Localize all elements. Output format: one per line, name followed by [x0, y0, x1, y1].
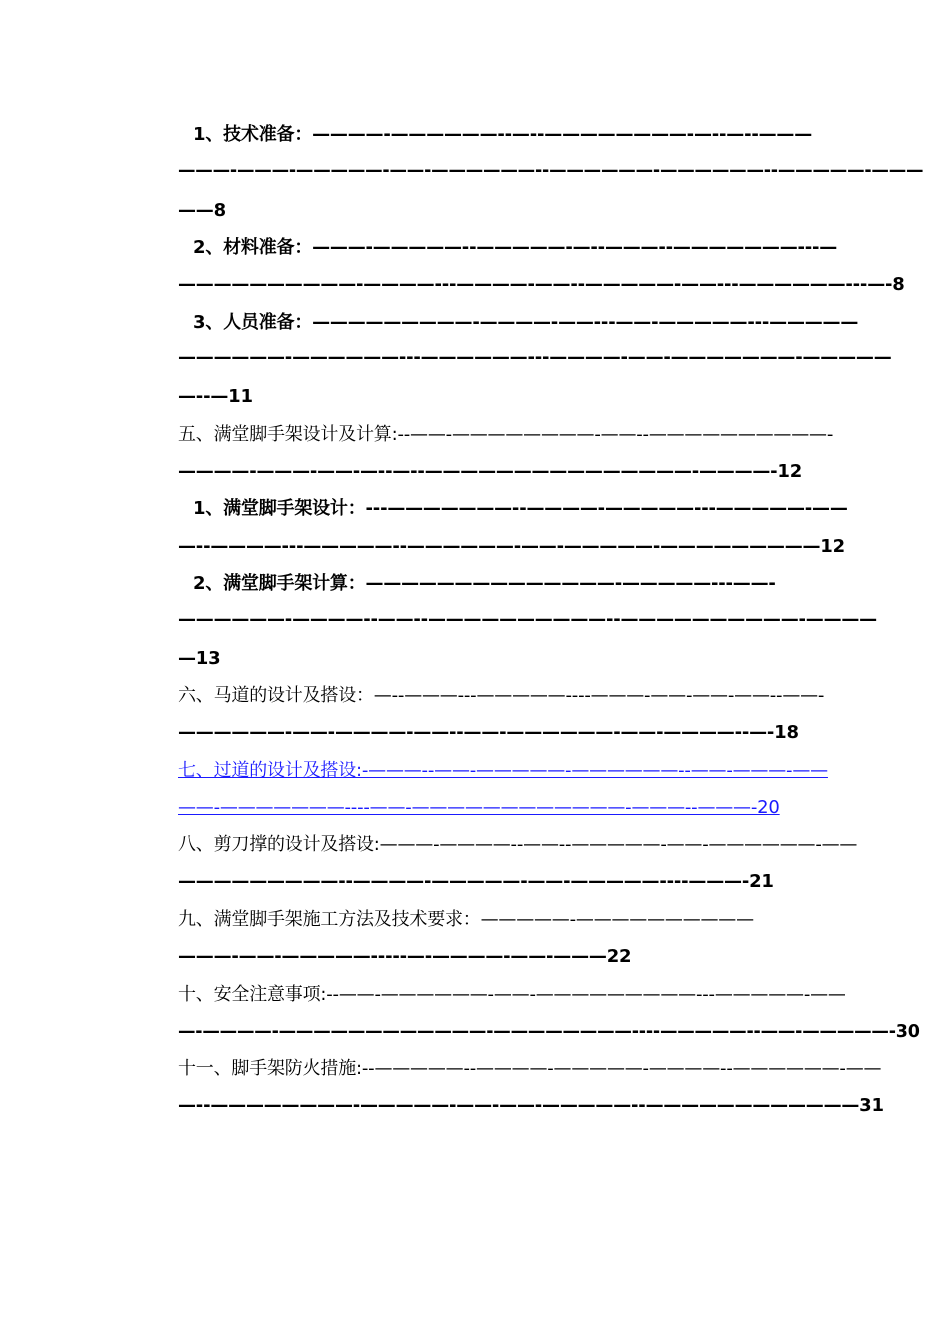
toc-line: 八、剪刀撑的设计及搭设:———-————--——--—————-——-——————-——	[178, 834, 858, 855]
toc-line-page: ————-———-——-—--—--———————————————-————-12	[178, 461, 803, 482]
toc-line: ——————-——————---——————---————-——-———————-—————	[178, 347, 892, 368]
toc-line: 六、马道的设计及搭设：—--———---—————----———-——-——-——--——-	[178, 685, 825, 706]
toc-line: 九、满堂脚手架施工方法及技术要求：—————-——————————	[178, 909, 754, 930]
toc-line-page: —--————---—————--——————-——-—————-—————————12	[178, 536, 845, 557]
toc-line: 2、材料准备：———-—————--—————-—--———--———————---—	[193, 237, 838, 258]
toc-line-page: —————————--————-—————-——-—————----———-21	[178, 871, 774, 892]
toc-link-line[interactable]: 七、过道的设计及搭设:-———--——-—————-——————--——-———-——	[178, 760, 828, 781]
toc-line: ———-———-—————-——-——————--——————-——————--—————-———	[178, 161, 924, 181]
toc-line: 3、人员准备：—————————-————-——---——-—————---—————	[193, 312, 859, 333]
toc-line-page: ——8	[178, 200, 226, 221]
toc-line-page: ——————————-————---————-——--—————-——---——————---—-8	[178, 274, 905, 295]
toc-link-line-page[interactable]: ——-———————----——-————————————-———--———-20	[178, 797, 780, 818]
toc-line-page: ——————-——-————-——--——-——————-——-————--—-18	[178, 722, 799, 743]
toc-line: 十一、脚手架防火措施:--—————--————-—————-————--——————-——	[178, 1058, 882, 1079]
toc-line-page: —-————-————————————-————————----—————--——-—————-30	[178, 1022, 920, 1042]
toc-line-page: —--—11	[178, 386, 253, 407]
toc-line: 五、满堂脚手架设计及计算:--——-————————-——--——————————-	[178, 424, 834, 445]
toc-line: 1、满堂脚手架设计：---———————--————-—————---—————-——	[193, 498, 848, 519]
toc-line-page: —--————————-—————-——-——-—————--————————————31	[178, 1095, 884, 1116]
toc-line: ——————-————--——--——————————--——————————-————	[178, 609, 877, 630]
toc-line: 十、安全注意事项:--——-——————-——-—————————---—————-——	[178, 984, 846, 1005]
toc-line-page: ———-——-—————-----—-————-——-———22	[178, 946, 632, 967]
toc-line-page: —13	[178, 648, 221, 669]
toc-line: 1、技术准备：————-——————--—--————————-—--—--———	[193, 124, 813, 145]
toc-line: 2、满堂脚手架计算：——————————————-—————---——-	[193, 573, 776, 594]
